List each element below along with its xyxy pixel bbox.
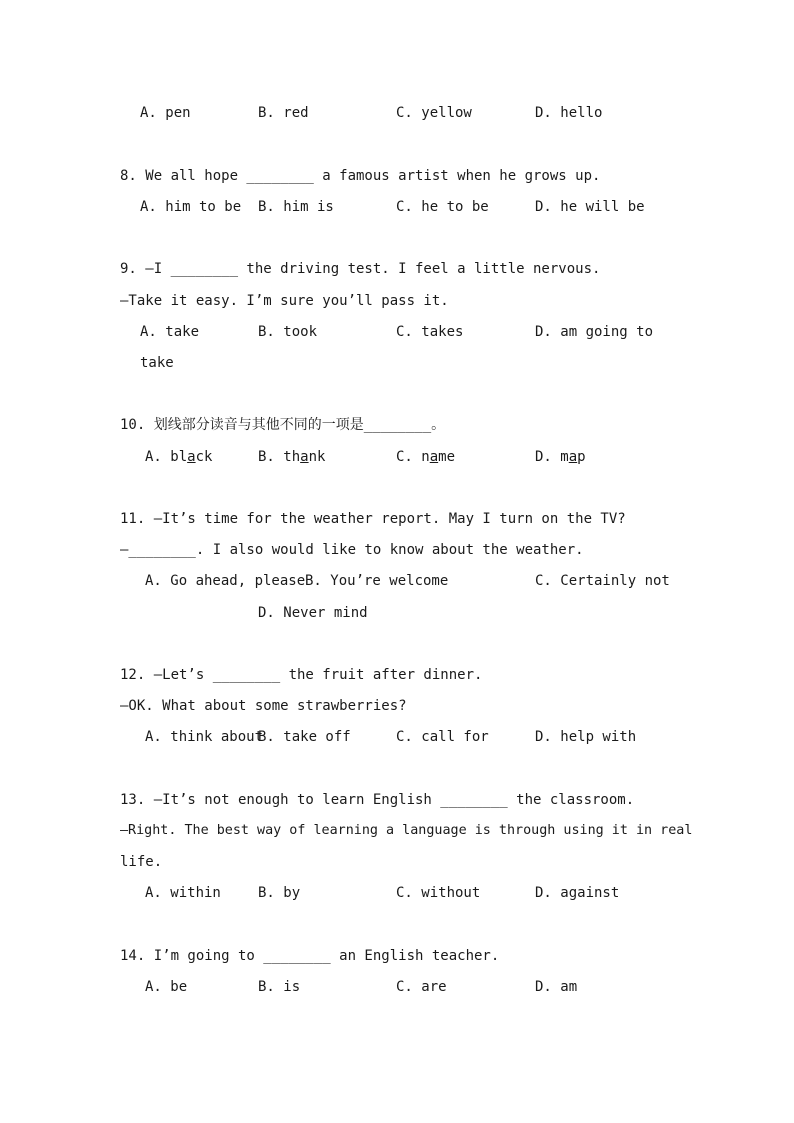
option-d: D. against xyxy=(535,885,620,901)
option-c: C. without xyxy=(396,885,481,901)
option-c: C. Certainly not xyxy=(535,573,670,589)
option-a: A. take xyxy=(140,324,200,340)
question-stem: 12. —Let’s ________ the fruit after dinner. xyxy=(120,667,483,683)
dialogue-reply: —Take it easy. I’m sure you’ll pass it. xyxy=(120,293,449,309)
option-d: D. am xyxy=(535,979,578,995)
option-b: B. take off xyxy=(258,729,351,745)
option-b: B. red xyxy=(258,105,309,121)
question-stem: 10. 划线部分读音与其他不同的一项是________。 xyxy=(120,417,446,433)
option-a: A. Go ahead, please xyxy=(145,573,306,589)
option-d: D. Never mind xyxy=(258,605,368,621)
option-a: A. pen xyxy=(140,105,191,121)
option-d: D. he will be xyxy=(535,199,645,215)
question-stem: 8. We all hope ________ a famous artist when he grows up. xyxy=(120,168,601,184)
dialogue-reply: —________. I also would like to know about the weather. xyxy=(120,542,584,558)
option-c: C. name xyxy=(396,449,456,465)
option-a: A. within xyxy=(145,885,221,901)
question-stem: 9. —I ________ the driving test. I feel a little nervous. xyxy=(120,261,601,277)
option-b: B. is xyxy=(258,979,301,995)
option-d: D. hello xyxy=(535,105,603,121)
question-stem: 11. —It’s time for the weather report. May I turn on the TV? xyxy=(120,511,626,527)
option-a: A. black xyxy=(145,449,213,465)
dialogue-reply: —OK. What about some strawberries? xyxy=(120,698,407,714)
option-c: C. yellow xyxy=(396,105,472,121)
option-a: A. him to be xyxy=(140,199,242,215)
option-b: B. thank xyxy=(258,449,326,465)
option-a: A. think about xyxy=(145,729,264,745)
option-a: A. be xyxy=(145,979,188,995)
option-b: B. by xyxy=(258,885,301,901)
dialogue-reply-wrap: life. xyxy=(120,854,163,870)
dialogue-reply: —Right. The best way of learning a language is through using it in real xyxy=(120,823,693,838)
question-stem: 13. —It’s not enough to learn English ________ the classroom. xyxy=(120,792,635,808)
option-d-wrap: take xyxy=(140,355,174,371)
option-c: C. he to be xyxy=(396,199,489,215)
option-b: B. took xyxy=(258,324,318,340)
option-d: D. help with xyxy=(535,729,637,745)
option-b: B. You’re welcome xyxy=(305,573,449,589)
option-d: D. map xyxy=(535,449,586,465)
question-stem: 14. I’m going to ________ an English teacher. xyxy=(120,948,500,964)
option-c: C. takes xyxy=(396,324,464,340)
option-c: C. are xyxy=(396,979,447,995)
option-d: D. am going to xyxy=(535,324,654,340)
option-c: C. call for xyxy=(396,729,489,745)
option-b: B. him is xyxy=(258,199,334,215)
